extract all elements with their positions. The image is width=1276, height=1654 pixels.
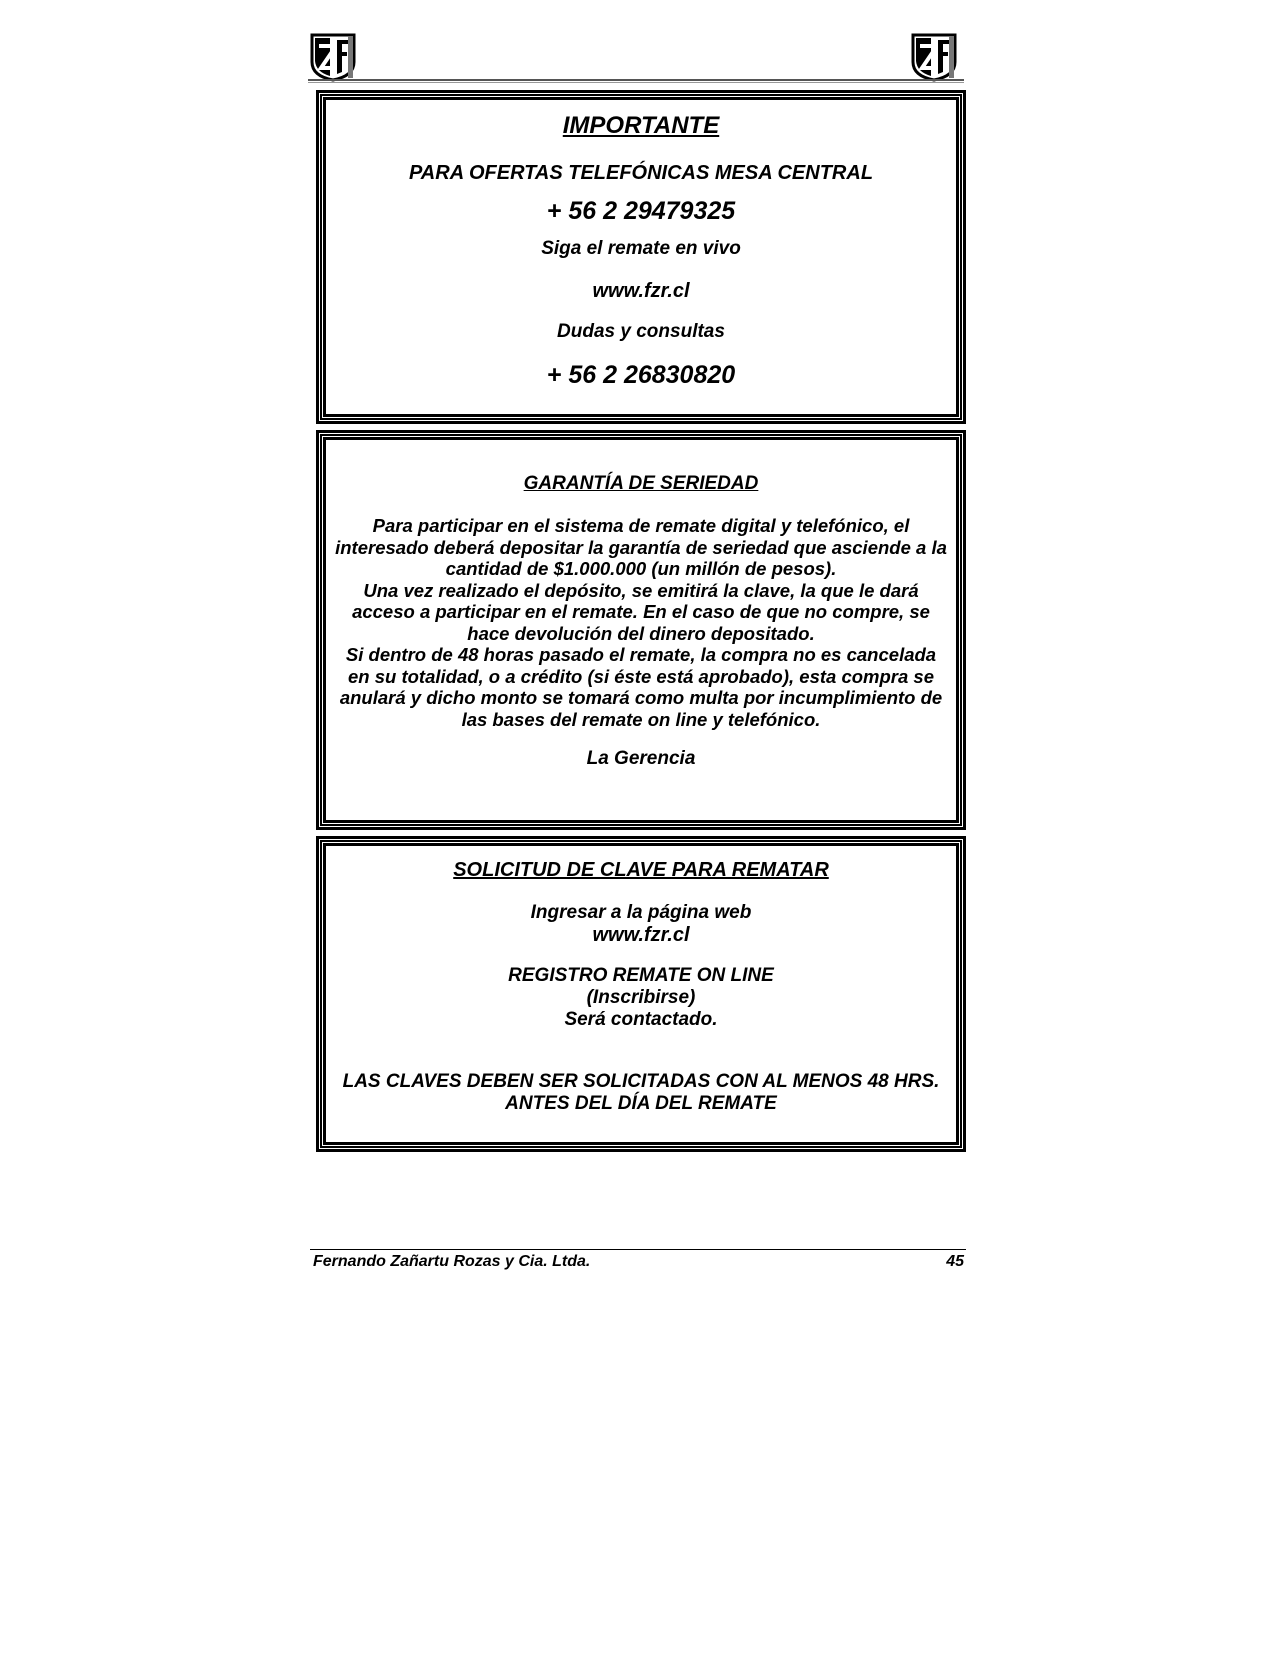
importante-title: IMPORTANTE: [562, 112, 720, 139]
company-logo-left: [310, 32, 356, 82]
garantia-title: GARANTÍA DE SERIEDAD: [523, 473, 759, 494]
garantia-box: [316, 430, 966, 830]
central-phone: + 56 2 29479325: [546, 197, 736, 225]
phone-offers-subtitle: PARA OFERTAS TELEFÓNICAS MESA CENTRAL: [408, 162, 874, 184]
gerencia-signature: La Gerencia: [586, 748, 696, 769]
garantia-line: acceso a participar en el remate. En el caso de que no compre, se: [352, 601, 930, 622]
footer-company: Fernando Zañartu Rozas y Cia. Ltda.: [313, 1253, 591, 1270]
solicitud-title: SOLICITUD DE CLAVE PARA REMATAR: [453, 859, 829, 881]
warning-line-2: ANTES DEL DÍA DEL REMATE: [505, 1093, 777, 1114]
header-rule: [308, 79, 964, 83]
garantia-line: interesado deberá depositar la garantía de seriedad que asciende a la: [335, 536, 947, 558]
solicitud-website-link[interactable]: www.fzr.cl: [592, 924, 690, 946]
registro-label: REGISTRO REMATE ON LINE: [508, 965, 774, 986]
warning-line-1: LAS CLAVES DEBEN SER SOLICITADAS CON AL MENOS 48 HRS.: [342, 1071, 940, 1092]
questions-label: Dudas y consultas: [557, 321, 725, 342]
garantia-line: cantidad de $1.000.000 (un millón de pesos).: [445, 558, 837, 579]
garantia-line: en su totalidad, o a crédito (si éste está aprobado), esta compra se: [347, 665, 934, 687]
garantia-line: hace devolución del dinero depositado.: [467, 622, 815, 644]
importante-box: [316, 90, 966, 424]
company-logo-right: [911, 32, 957, 82]
solicitud-instruction: Ingresar a la página web: [530, 902, 752, 923]
page-number: 45: [946, 1253, 964, 1270]
garantia-line: Una vez realizado el depósito, se emitirá la clave, la que le dará: [363, 579, 919, 601]
inscribirse-label: (Inscribirse): [586, 987, 696, 1008]
garantia-line: anulará y dicho monto se tomará como multa por incumplimiento de: [339, 687, 943, 708]
contactado-label: Será contactado.: [564, 1009, 718, 1030]
garantia-line: Para participar en el sistema de remate digital y telefónico, el: [372, 515, 910, 536]
website-link[interactable]: www.fzr.cl: [592, 280, 690, 302]
questions-phone: + 56 2 26830820: [546, 361, 736, 389]
live-auction-label: Siga el remate en vivo: [541, 238, 741, 259]
footer-rule: [310, 1249, 966, 1250]
solicitud-box: [316, 836, 966, 1152]
garantia-line: las bases del remate on line y telefónico.: [461, 708, 821, 730]
garantia-line: Si dentro de 48 horas pasado el remate, la compra no es cancelada: [345, 644, 937, 665]
garantia-body: [326, 515, 956, 730]
